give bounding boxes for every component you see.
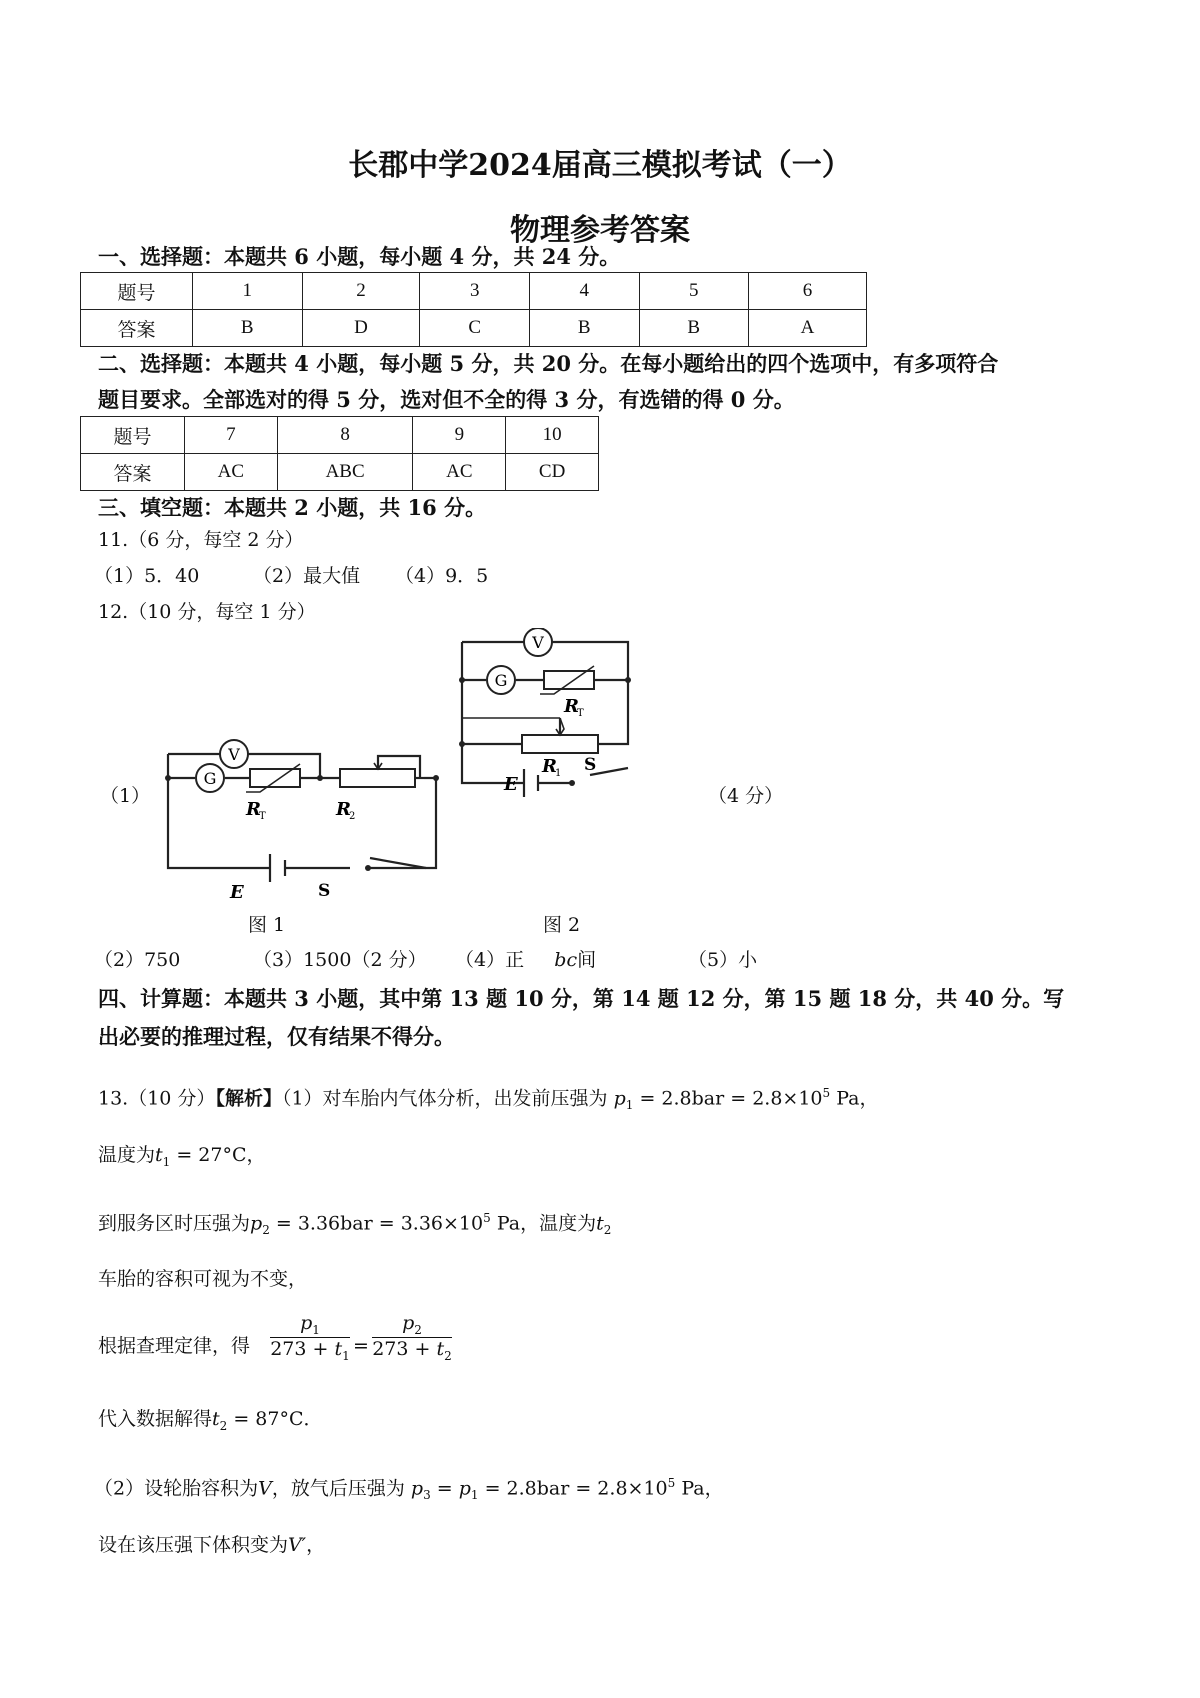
r2-subscript: 2 — [349, 811, 356, 822]
galvanometer-label: G — [494, 671, 508, 690]
answer-cell: B — [193, 310, 303, 347]
row-label: 答案 — [81, 454, 185, 491]
q12-heading: 12.（10 分，每空 1 分） — [98, 601, 316, 623]
answer-cell: CD — [506, 454, 599, 491]
battery-label: E — [504, 774, 518, 795]
question-number: 9 — [413, 417, 506, 454]
question-number: 1 — [193, 273, 303, 310]
q12-answer-2: （2）750 — [94, 949, 181, 971]
q13-line1: 13.（10 分）【解析】（1）对车胎内气体分析，出发前压强为 $p_1 = 2.8bar = 2.8\times 10^5$ Pa， — [98, 1086, 879, 1113]
answer-cell: C — [420, 310, 530, 347]
section2-heading-line1: 二、选择题：本题共 4 小题，每小题 5 分，共 20 分。在每小题给出的四个选项中，有多项符合 — [98, 351, 999, 376]
section1-answer-table — [80, 272, 867, 347]
table-row — [81, 273, 867, 310]
section3-heading: 三、填空题：本题共 2 小题，共 16 分。 — [98, 495, 487, 520]
question-number: 7 — [185, 417, 278, 454]
fraction-right: $\frac{p_2}{273 + t_2}$ — [372, 1312, 452, 1363]
rt-subscript: T — [577, 708, 584, 719]
page-subtitle: 物理参考答案 — [510, 213, 690, 248]
q12-answer-3: （3）1500（2 分） — [253, 949, 427, 971]
rt-label: R — [564, 696, 579, 717]
table-row — [81, 454, 599, 491]
q11-answer-3: （4）9．5 — [395, 565, 489, 587]
rheostat-r1 — [522, 735, 598, 753]
answer-cell: B — [529, 310, 639, 347]
r1-label: R — [542, 756, 557, 777]
section4-heading-line2: 出必要的推理过程，仅有结果不得分。 — [98, 1024, 455, 1049]
circuit-figure-2 — [452, 628, 642, 808]
figure2-caption: 图 2 — [543, 914, 581, 936]
fraction-left: $\frac{p_1}{273 + t_1}$ — [270, 1312, 350, 1363]
q12-answer-5: （5）小 — [688, 949, 758, 971]
q13-last-line: 设在该压强下体积变为V′， — [98, 1534, 326, 1556]
question-number: 4 — [529, 273, 639, 310]
q13-line-law: 根据查理定律，得 — [98, 1335, 251, 1357]
answer-cell: ABC — [277, 454, 413, 491]
table-row — [81, 417, 599, 454]
rt-subscript: T — [259, 811, 266, 822]
q12-part1-label: （1） — [100, 785, 151, 807]
q13-line-result: 代入数据解得$t_2 = 87^\circ C$． — [98, 1408, 323, 1433]
q11-heading: 11.（6 分，每空 2 分） — [98, 529, 304, 551]
battery-label: E — [230, 882, 244, 903]
row-label: 题号 — [81, 417, 185, 454]
section1-heading: 一、选择题：本题共 6 小题，每小题 4 分，共 24 分。 — [98, 244, 621, 269]
question-number: 6 — [749, 273, 867, 310]
voltmeter-label: V — [532, 633, 544, 652]
switch-label: S — [318, 881, 331, 901]
question-number: 5 — [639, 273, 749, 310]
q11-answer-1: （1）5．40 — [94, 565, 200, 587]
switch-label: S — [584, 755, 597, 775]
q13-line-temp1: 温度为$t_1 = 27^\circ C$， — [98, 1144, 266, 1169]
q12-answer-4: （4）正 bc间 — [455, 949, 597, 971]
answer-cell: D — [302, 310, 420, 347]
page-title: 长郡中学2024届高三模拟考试（一） — [348, 148, 852, 183]
table-row — [81, 310, 867, 347]
q13-line-p2: 到服务区时压强为$p_2 = 3.36bar = 3.36\times 10^5$ Pa，温度为$t_2$ — [98, 1211, 612, 1238]
q11-answer-2: （2）最大值 — [253, 565, 361, 587]
answer-cell: B — [639, 310, 749, 347]
figure1-caption: 图 1 — [248, 914, 286, 936]
r2-label: R — [336, 799, 351, 820]
q12-part1-points: （4 分） — [708, 785, 784, 807]
fraction-equals: = — [353, 1335, 369, 1357]
section2-answer-table — [80, 416, 599, 491]
section4-heading-line1: 四、计算题：本题共 3 小题，其中第 13 题 10 分，第 14 题 12 分，第 15 题 18 分，共 40 分。写 — [98, 986, 1065, 1011]
thermistor-resistor — [250, 769, 300, 787]
galvanometer-label: G — [203, 769, 217, 788]
row-label: 题号 — [81, 273, 193, 310]
rt-label: R — [246, 799, 261, 820]
voltmeter-label: V — [228, 745, 240, 764]
question-number: 2 — [302, 273, 420, 310]
r1-subscript: 1 — [555, 768, 562, 779]
question-number: 10 — [506, 417, 599, 454]
row-label: 答案 — [81, 310, 193, 347]
rheostat-r2 — [340, 769, 415, 787]
q13-part2-line: （2）设轮胎容积为V，放气后压强为 $p_3 = p_1 = 2.8bar = 2.8\times 10^5$ Pa， — [94, 1476, 724, 1503]
section2-heading-line2: 题目要求。全部选对的得 5 分，选对但不全的得 3 分，有选错的得 0 分。 — [98, 387, 795, 412]
question-number: 8 — [277, 417, 413, 454]
q13-line-volume: 车胎的容积可视为不变， — [98, 1268, 308, 1290]
answer-cell: AC — [413, 454, 506, 491]
answer-cell: A — [749, 310, 867, 347]
answer-cell: AC — [185, 454, 278, 491]
circuit-figure-1 — [150, 718, 450, 908]
question-number: 3 — [420, 273, 530, 310]
